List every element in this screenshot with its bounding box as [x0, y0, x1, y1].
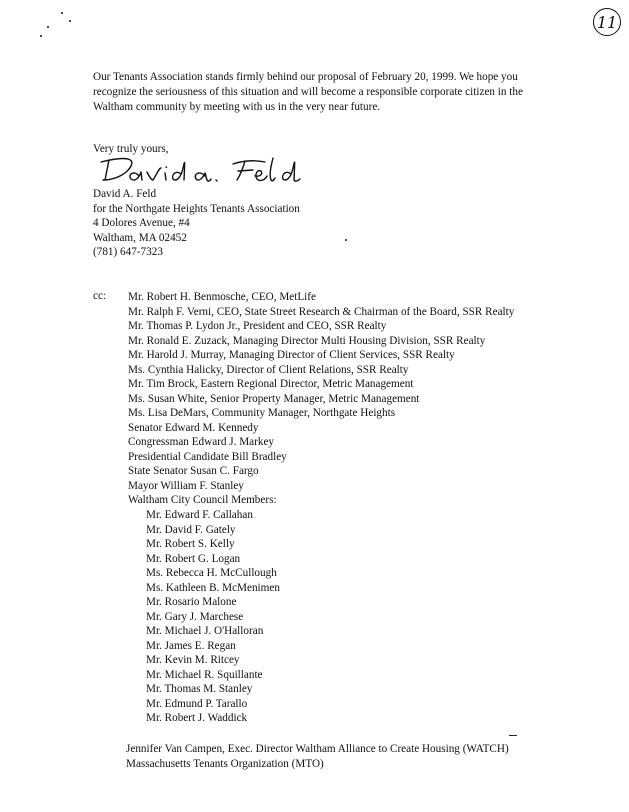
page-number-circle: [593, 8, 621, 36]
cc-recipient: Mayor William F. Stanley: [128, 479, 244, 492]
scan-speck: [40, 35, 42, 37]
other-recipient: Jennifer Van Campen, Exec. Director Waltham Alliance to Create Housing (WATCH): [126, 743, 509, 755]
cc-recipient: Congressman Edward J. Markey: [128, 436, 275, 448]
other-recipient: Massachusetts Tenants Organization (MTO): [126, 757, 324, 770]
council-member: Mr. Edmund P. Tarallo: [146, 697, 248, 710]
council-member: Mr. David F. Gately: [146, 523, 236, 536]
sender-organization: for the Northgate Heights Tenants Association: [93, 202, 300, 215]
stray-mark: [509, 735, 517, 736]
sender-city: Waltham, MA 02452: [93, 231, 187, 244]
sender-block: [93, 187, 300, 260]
scan-speck: [69, 20, 71, 22]
scan-speck: [61, 12, 63, 14]
cc-recipient: Mr. Ronald E. Zuzack, Managing Director Multi Housing Division, SSR Realty: [128, 334, 486, 347]
cc-recipient: Mr. Harold J. Murray, Managing Director of Client Services, SSR Realty: [128, 349, 455, 361]
paragraph-line: Waltham community by meeting with us in the very near future.: [93, 101, 381, 113]
cc-recipient: Senator Edward M. Kennedy: [128, 421, 259, 434]
cc-recipient: Waltham City Council Members:: [128, 494, 277, 506]
council-member: Mr. Kevin M. Ritcey: [146, 654, 240, 666]
council-member: Mr. Rosario Malone: [146, 596, 237, 608]
cc-label: cc:: [93, 290, 107, 302]
council-member: Mr. James E. Regan: [146, 639, 236, 652]
cc-recipient: Mr. Tim Brock, Eastern Regional Director, Metric Management: [128, 378, 414, 390]
council-member: Ms. Rebecca H. McCullough: [146, 567, 277, 579]
sender-phone: (781) 647-7323: [93, 246, 163, 259]
cc-recipient: Mr. Ralph F. Verni, CEO, State Street Research & Chairman of the Board, SSR Realty: [128, 305, 515, 318]
cc-recipient: Ms. Lisa DeMars, Community Manager, Northgate Heights: [128, 407, 396, 419]
scan-speck: [47, 26, 49, 28]
council-member: Mr. Michael R. Squillante: [146, 668, 263, 681]
council-member: Mr. Gary J. Marchese: [146, 610, 244, 623]
council-member: Mr. Edward F. Callahan: [146, 509, 253, 521]
scan-speck: [345, 239, 347, 241]
council-member: Mr. Robert J. Waddick: [146, 712, 248, 724]
cc-recipient: State Senator Susan C. Fargo: [128, 465, 259, 477]
page-number: 11: [596, 12, 618, 32]
cc-recipient: Presidential Candidate Bill Bradley: [128, 450, 287, 463]
body-paragraph: [93, 70, 593, 115]
paragraph-line: recognize the seriousness of this situation and will become a responsible corporate citizen in the: [93, 86, 523, 98]
council-member-list: [146, 508, 280, 726]
handwritten-signature: [95, 154, 305, 188]
council-member: Mr. Robert S. Kelly: [146, 538, 235, 550]
sender-street: 4 Dolores Avenue, #4: [93, 217, 190, 230]
cc-list: [128, 290, 514, 508]
council-member: Mr. Michael J. O'Halloran: [146, 625, 264, 637]
paragraph-line: Our Tenants Association stands firmly behind our proposal of February 20, 1999. We hope you: [93, 71, 518, 83]
cc-recipient: Mr. Robert H. Benmosche, CEO, MetLife: [128, 291, 316, 303]
closing: Very truly yours,: [93, 143, 169, 155]
council-member: Ms. Kathleen B. McMenimen: [146, 581, 280, 594]
council-member: Mr. Robert G. Logan: [146, 552, 241, 565]
other-recipients: [126, 742, 509, 771]
cc-recipient: Ms. Susan White, Senior Property Manager, Metric Management: [128, 392, 420, 405]
cc-recipient: Ms. Cynthia Halicky, Director of Client Relations, SSR Realty: [128, 363, 409, 376]
sender-name: David A. Feld: [93, 188, 157, 200]
council-member: Mr. Thomas M. Stanley: [146, 683, 253, 695]
cc-recipient: Mr. Thomas P. Lydon Jr., President and CEO, SSR Realty: [128, 320, 387, 332]
